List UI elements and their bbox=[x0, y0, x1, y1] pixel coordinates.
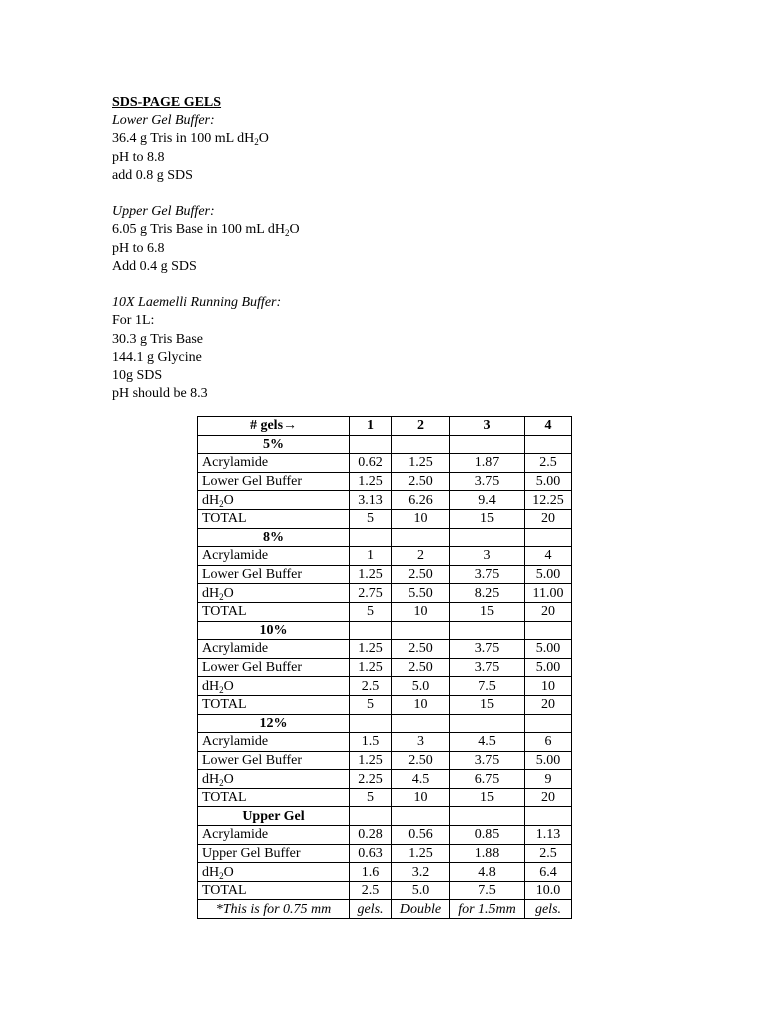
table-row bbox=[198, 881, 572, 900]
section-title-row bbox=[198, 714, 572, 733]
lower-buffer-line-3: add 0.8 g SDS bbox=[112, 167, 193, 183]
footer-note: *This is for 0.75 mm bbox=[198, 900, 350, 919]
row-value: 0.62 bbox=[350, 454, 392, 473]
row-value: 4 bbox=[525, 547, 572, 566]
row-value: 20 bbox=[525, 788, 572, 807]
table-row bbox=[198, 472, 572, 491]
table-row bbox=[198, 491, 572, 510]
row-label: $dH_2O$ bbox=[198, 770, 350, 789]
row-value: 1.25 bbox=[350, 472, 392, 491]
header-count-cell: 1 bbox=[350, 417, 392, 436]
header-count-cell: 4 bbox=[525, 417, 572, 436]
empty-cell bbox=[525, 714, 572, 733]
row-label: $dH_2O$ bbox=[198, 584, 350, 603]
row-value: 15 bbox=[450, 509, 525, 528]
section-title-row bbox=[198, 435, 572, 454]
row-value: 1.5 bbox=[350, 733, 392, 752]
header-gels-cell: # gels→ bbox=[198, 417, 350, 436]
row-label: Acrylamide bbox=[198, 733, 350, 752]
table-header-row bbox=[198, 417, 572, 436]
row-value: 5.0 bbox=[392, 677, 450, 696]
row-value: 1.88 bbox=[450, 844, 525, 863]
row-value: 3.75 bbox=[450, 565, 525, 584]
row-value: 10 bbox=[525, 677, 572, 696]
table-row bbox=[198, 863, 572, 882]
buffer-recipes bbox=[112, 94, 300, 403]
running-buffer-heading: 10X Laemelli Running Buffer: bbox=[112, 295, 282, 311]
row-value: 2.25 bbox=[350, 770, 392, 789]
upper-buffer-line-3: Add 0.4 g SDS bbox=[112, 258, 197, 274]
row-value: 5 bbox=[350, 788, 392, 807]
table-row bbox=[198, 770, 572, 789]
row-value: 5 bbox=[350, 602, 392, 621]
running-buffer-line: pH should be 8.3 bbox=[112, 386, 208, 402]
table-row bbox=[198, 695, 572, 714]
footer-note: gels. bbox=[350, 900, 392, 919]
row-label: Lower Gel Buffer bbox=[198, 565, 350, 584]
row-value: 0.63 bbox=[350, 844, 392, 863]
section-title: Upper Gel bbox=[198, 807, 350, 826]
table-row bbox=[198, 788, 572, 807]
row-value: 3 bbox=[450, 547, 525, 566]
row-value: 2.50 bbox=[392, 751, 450, 770]
empty-cell bbox=[350, 528, 392, 547]
row-label: Lower Gel Buffer bbox=[198, 658, 350, 677]
row-value: 1.87 bbox=[450, 454, 525, 473]
row-label: TOTAL bbox=[198, 509, 350, 528]
lower-buffer-line-1: 36.4 g Tris in 100 mL $dH_2O$ bbox=[112, 131, 269, 148]
empty-cell bbox=[350, 714, 392, 733]
row-value: 4.5 bbox=[450, 733, 525, 752]
row-value: 0.85 bbox=[450, 826, 525, 845]
empty-cell bbox=[392, 807, 450, 826]
row-label: Acrylamide bbox=[198, 547, 350, 566]
row-value: 3.75 bbox=[450, 472, 525, 491]
section-title: 5% bbox=[198, 435, 350, 454]
running-buffer-line: For 1L: bbox=[112, 313, 155, 329]
empty-cell bbox=[525, 528, 572, 547]
row-value: 0.28 bbox=[350, 826, 392, 845]
row-value: 20 bbox=[525, 509, 572, 528]
row-value: 20 bbox=[525, 602, 572, 621]
table-row bbox=[198, 751, 572, 770]
row-label: Lower Gel Buffer bbox=[198, 751, 350, 770]
table-row bbox=[198, 640, 572, 659]
row-value: 12.25 bbox=[525, 491, 572, 510]
row-value: 6.26 bbox=[392, 491, 450, 510]
upper-buffer-line-2: pH to 6.8 bbox=[112, 240, 165, 256]
row-label: $dH_2O$ bbox=[198, 491, 350, 510]
row-value: 2.5 bbox=[350, 677, 392, 696]
row-label: TOTAL bbox=[198, 602, 350, 621]
section-title-row bbox=[198, 621, 572, 640]
row-value: 1 bbox=[350, 547, 392, 566]
row-label: Upper Gel Buffer bbox=[198, 844, 350, 863]
row-value: 2.5 bbox=[525, 454, 572, 473]
row-value: 15 bbox=[450, 602, 525, 621]
row-value: 10.0 bbox=[525, 881, 572, 900]
section-title: 12% bbox=[198, 714, 350, 733]
row-value: 10 bbox=[392, 788, 450, 807]
row-value: 5.50 bbox=[392, 584, 450, 603]
table-row bbox=[198, 454, 572, 473]
empty-cell bbox=[392, 528, 450, 547]
running-buffer-line: 144.1 g Glycine bbox=[112, 349, 202, 365]
table-row bbox=[198, 584, 572, 603]
row-value: 11.00 bbox=[525, 584, 572, 603]
section-title: 10% bbox=[198, 621, 350, 640]
row-value: 4.8 bbox=[450, 863, 525, 882]
row-value: 3.75 bbox=[450, 751, 525, 770]
row-label: $dH_2O$ bbox=[198, 863, 350, 882]
row-value: 5 bbox=[350, 509, 392, 528]
row-label: Lower Gel Buffer bbox=[198, 472, 350, 491]
row-value: 2 bbox=[392, 547, 450, 566]
row-value: 3.2 bbox=[392, 863, 450, 882]
row-label: TOTAL bbox=[198, 695, 350, 714]
row-value: 5.00 bbox=[525, 751, 572, 770]
table-row bbox=[198, 844, 572, 863]
row-value: 4.5 bbox=[392, 770, 450, 789]
running-buffer-line: 10g SDS bbox=[112, 368, 163, 384]
empty-cell bbox=[525, 435, 572, 454]
lower-buffer-line-2: pH to 8.8 bbox=[112, 149, 165, 165]
section-title: 8% bbox=[198, 528, 350, 547]
row-value: 1.25 bbox=[392, 454, 450, 473]
empty-cell bbox=[350, 807, 392, 826]
row-value: 2.5 bbox=[525, 844, 572, 863]
row-label: Acrylamide bbox=[198, 640, 350, 659]
row-value: 9.4 bbox=[450, 491, 525, 510]
footer-note: gels. bbox=[525, 900, 572, 919]
row-value: 3.75 bbox=[450, 640, 525, 659]
row-value: 10 bbox=[392, 695, 450, 714]
header-count-cell: 2 bbox=[392, 417, 450, 436]
empty-cell bbox=[392, 621, 450, 640]
row-value: 10 bbox=[392, 602, 450, 621]
table-footer-row bbox=[198, 900, 572, 919]
empty-cell bbox=[450, 714, 525, 733]
table-row bbox=[198, 677, 572, 696]
row-value: 20 bbox=[525, 695, 572, 714]
row-value: 10 bbox=[392, 509, 450, 528]
row-value: 2.50 bbox=[392, 472, 450, 491]
row-label: Acrylamide bbox=[198, 454, 350, 473]
empty-cell bbox=[450, 621, 525, 640]
row-value: 9 bbox=[525, 770, 572, 789]
row-value: 8.25 bbox=[450, 584, 525, 603]
row-value: 7.5 bbox=[450, 677, 525, 696]
gel-recipe-table bbox=[197, 416, 572, 919]
row-label: TOTAL bbox=[198, 881, 350, 900]
row-value: 5.00 bbox=[525, 640, 572, 659]
row-label: $dH_2O$ bbox=[198, 677, 350, 696]
row-value: 1.25 bbox=[350, 658, 392, 677]
table-row bbox=[198, 658, 572, 677]
section-title-row bbox=[198, 807, 572, 826]
row-label: Acrylamide bbox=[198, 826, 350, 845]
row-value: 5 bbox=[350, 695, 392, 714]
table-row bbox=[198, 509, 572, 528]
row-value: 3.13 bbox=[350, 491, 392, 510]
empty-cell bbox=[525, 621, 572, 640]
running-buffer-line: 30.3 g Tris Base bbox=[112, 331, 204, 347]
row-value: 2.50 bbox=[392, 640, 450, 659]
row-value: 5.00 bbox=[525, 565, 572, 584]
row-value: 1.25 bbox=[350, 640, 392, 659]
row-value: 3.75 bbox=[450, 658, 525, 677]
upper-buffer-heading: Upper Gel Buffer: bbox=[112, 204, 215, 220]
row-value: 6.4 bbox=[525, 863, 572, 882]
row-value: 6 bbox=[525, 733, 572, 752]
empty-cell bbox=[392, 435, 450, 454]
row-value: 2.50 bbox=[392, 658, 450, 677]
lower-buffer-heading: Lower Gel Buffer: bbox=[112, 113, 215, 129]
row-value: 1.13 bbox=[525, 826, 572, 845]
row-value: 1.25 bbox=[350, 751, 392, 770]
footer-note: for 1.5mm bbox=[450, 900, 525, 919]
row-label: TOTAL bbox=[198, 788, 350, 807]
table-row bbox=[198, 826, 572, 845]
row-value: 1.6 bbox=[350, 863, 392, 882]
row-value: 0.56 bbox=[392, 826, 450, 845]
header-count-cell: 3 bbox=[450, 417, 525, 436]
table-row bbox=[198, 565, 572, 584]
table-row bbox=[198, 733, 572, 752]
row-value: 2.5 bbox=[350, 881, 392, 900]
row-value: 2.75 bbox=[350, 584, 392, 603]
row-value: 6.75 bbox=[450, 770, 525, 789]
row-value: 1.25 bbox=[392, 844, 450, 863]
empty-cell bbox=[392, 714, 450, 733]
row-value: 3 bbox=[392, 733, 450, 752]
empty-cell bbox=[350, 435, 392, 454]
table-row bbox=[198, 547, 572, 566]
empty-cell bbox=[450, 528, 525, 547]
section-title-row bbox=[198, 528, 572, 547]
row-value: 1.25 bbox=[350, 565, 392, 584]
page-title: SDS-PAGE GELS bbox=[112, 95, 222, 110]
empty-cell bbox=[450, 807, 525, 826]
row-value: 5.0 bbox=[392, 881, 450, 900]
footer-note: Double bbox=[392, 900, 450, 919]
row-value: 15 bbox=[450, 788, 525, 807]
row-value: 15 bbox=[450, 695, 525, 714]
row-value: 5.00 bbox=[525, 472, 572, 491]
empty-cell bbox=[450, 435, 525, 454]
row-value: 2.50 bbox=[392, 565, 450, 584]
row-value: 5.00 bbox=[525, 658, 572, 677]
upper-buffer-line-1: 6.05 g Tris Base in 100 mL $dH_2O$ bbox=[112, 222, 300, 239]
empty-cell bbox=[525, 807, 572, 826]
row-value: 7.5 bbox=[450, 881, 525, 900]
table-row bbox=[198, 602, 572, 621]
empty-cell bbox=[350, 621, 392, 640]
